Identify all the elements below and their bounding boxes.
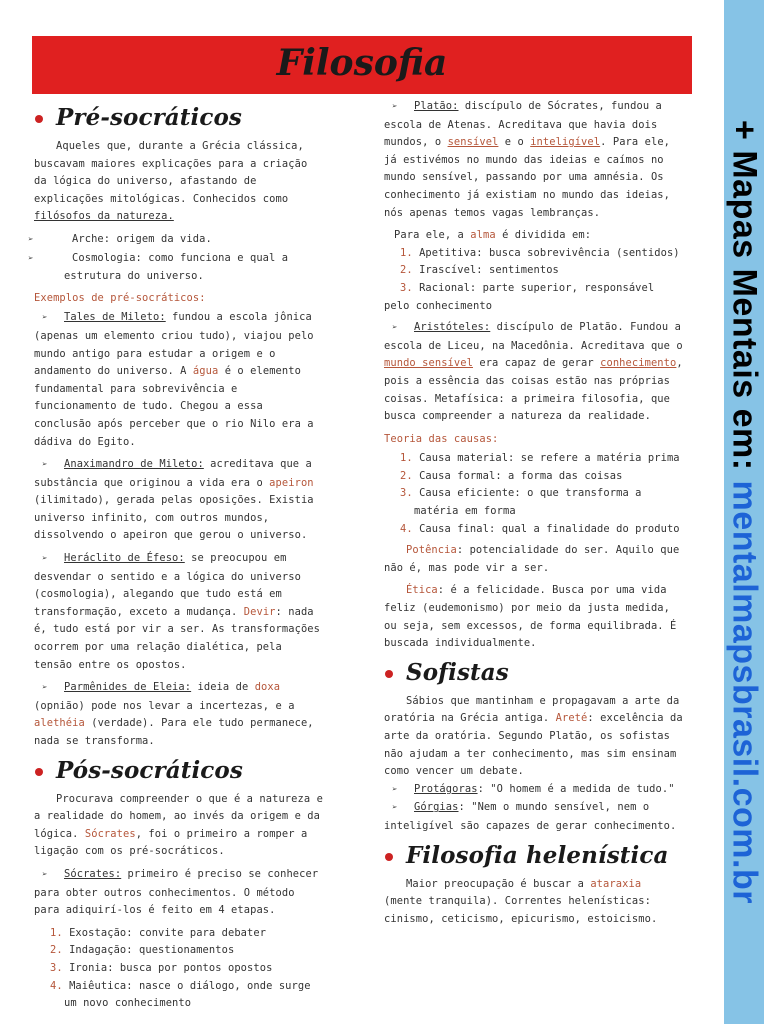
arrow-icon: ➢ (392, 803, 398, 814)
list-item: 3. Ironia: busca por pontos opostos (50, 961, 273, 974)
gorgias-entry: ➢ Górgias: "Nem o mundo sensível, nem o inteligível são capazes de gerar conhecimento. (384, 801, 677, 832)
list-item: 1. Causa material: se refere a matéria prima (400, 452, 680, 465)
pre-socraticos-list (28, 231, 326, 286)
promo-sidebar (724, 0, 764, 1024)
pos-socraticos-intro: Procurava compreender o que é a natureza e a realidade do homem, ao invés da origem e da lógica. Sócrates, foi o primeiro a romper a ligação com os pré-socráticos. (34, 792, 323, 858)
right-column (384, 98, 684, 933)
list-item: 2. Causa formal: a forma das coisas (400, 469, 623, 482)
website-link[interactable]: mentalmapsbrasil.com.br (725, 480, 764, 904)
list-item: 3. Racional: parte superior, responsável pelo conhecimento (384, 281, 655, 312)
heraclito-entry: ➢ Heráclito de Éfeso: se preocupou em desvendar o sentido e a lógica do universo (cosmologia), alegando que tudo está em transformação, exceto a mudança. Devir: nada é, tudo está por vir a ser. As transformações ocorrem por uma relação dialética, pela tensão entre os opostos. (34, 552, 321, 671)
anaximandro-entry: ➢ Anaximandro de Mileto: acreditava que a substância que originou a vida era o apeiron (ilimitado), gerada pelas oposições. Existia universo infinito, com outros mundos, dissolvendo o apeiron que gerou o universo. (34, 458, 314, 542)
filosofos-natureza-term: filósofos da natureza. (34, 210, 174, 223)
arrow-icon: ➢ (42, 554, 48, 565)
heading-pre-socraticos: Pré-socráticos (56, 104, 326, 132)
causas-title: Teoria das causas: (384, 432, 499, 445)
arrow-icon: ➢ (42, 683, 48, 694)
list-item: 4. Maiêutica: nasce o diálogo, onde surge um novo conhecimento (50, 979, 311, 1010)
aristoteles-entry: ➢ Aristóteles: discípulo de Platão. Fundou a escola de Liceu, na Macedônia. Acreditava que o mundo sensível era capaz de gerar conhecimento, pois a essência das coisas estão nas próprias coisas. Metafísica: a primeira filosofia, que busca compreender a natureza da realidade. (384, 321, 683, 423)
arrow-icon: ➢ (42, 460, 48, 471)
list-item: ➢ Cosmologia: como funciona e qual a estrutura do universo. (28, 251, 289, 283)
alma-intro: Para ele, a alma é dividida em: (394, 229, 592, 242)
list-item: 2. Irascível: sentimentos (400, 264, 559, 277)
list-item: 1. Apetitiva: busca sobrevivência (sentidos) (400, 246, 680, 259)
alma-list (384, 245, 684, 315)
list-item: 2. Indagação: questionamentos (50, 944, 235, 957)
protagoras-entry: ➢ Protágoras: "O homem é a medida de tudo." (384, 781, 684, 800)
page-title: Filosofia (276, 42, 448, 84)
socrates-steps (34, 925, 326, 1013)
causas-list (384, 450, 684, 538)
etica-entry: Ética: é a felicidade. Busca por uma vida feliz (eudemonismo) por meio da justa medida, ou seja, sem excessos, de forma equilibrada. É buscada individualmente. (384, 584, 677, 650)
heading-pos-socraticos: Pós-socráticos (56, 757, 326, 785)
pre-socraticos-intro: Aqueles que, durante a Grécia clássica, buscavam maiores explicações para a criação da lógica do universo, afastando de explicações mitológicas. Conhecidos como filósofos da natureza. (34, 140, 308, 223)
arrow-icon: ➢ (28, 234, 34, 245)
heading-filosofia-helenistica: Filosofia helenística (406, 842, 684, 870)
arrow-icon: ➢ (392, 323, 398, 334)
arrow-icon: ➢ (42, 869, 48, 880)
sofistas-intro: Sábios que mantinham e propagavam a arte da oratória na Grécia antiga. Areté: excelência da arte da oratória. Segundo Platão, os sofistas não ajudam a ter conhecimento, mas sim ensinam como vencer um debate. (384, 694, 683, 778)
promo-text: + Mapas Mentais em: mentalmapsbrasil.com.br (725, 120, 764, 904)
heading-sofistas: Sofistas (406, 659, 684, 687)
socrates-entry: ➢ Sócrates: primeiro é preciso se conhecer para obter outros conhecimentos. O método para adiquirí-los é feito em 4 etapas. (34, 867, 319, 917)
list-item: 4. Causa final: qual a finalidade do produto (400, 522, 680, 535)
arrow-icon: ➢ (42, 313, 48, 324)
list-item: 1. Exostação: convite para debater (50, 926, 267, 939)
tales-entry: ➢ Tales de Mileto: fundou a escola jônica (apenas um elemento criou tudo), viajou pelo mundo antigo para estudar a origem e o andamento do universo. A água é o elemento fundamental para sobrevivência e funcionamento de tudo. Chegou a essa conclusão após perceber que o rio Nilo era a dádiva do Egito. (34, 311, 314, 448)
examples-title: Exemplos de pré-socráticos: (34, 291, 206, 304)
left-column (28, 98, 326, 1017)
arrow-icon: ➢ (392, 102, 398, 112)
list-item: 3. Causa eficiente: o que transforma a matéria em forma (400, 487, 642, 518)
arrow-icon: ➢ (28, 253, 34, 264)
helenistica-text: Maior preocupação é buscar a ataraxia (mente tranquila). Correntes helenísticas: cinismo, ceticismo, epicurismo, estoicismo. (384, 877, 658, 925)
platao-entry: ➢ Platão: discípulo de Sócrates, fundou a escola de Atenas. Acreditava que havia dois mundos, o sensível e o inteligível. Para ele, já estivémos no mundo das ideias e caímos no mundo sensível, passando por uma amnésia. Os conhecimento já existiam no mundo das ideias, nós apenas temos vagas lembranças. (384, 100, 671, 219)
potencia-entry: Potência: potencialidade do ser. Aquilo que não é, mas pode vir a ser. (384, 544, 680, 574)
parmenides-entry: ➢ Parmênides de Eleia: ideia de doxa (opnião) pode nos levar a incertezas, e a alethéia (verdade). Para ele tudo permanece, nada se transforma. (34, 681, 314, 747)
title-banner (32, 36, 692, 94)
list-item: ➢ Arche: origem da vida. (34, 231, 326, 250)
arrow-icon: ➢ (392, 784, 398, 795)
